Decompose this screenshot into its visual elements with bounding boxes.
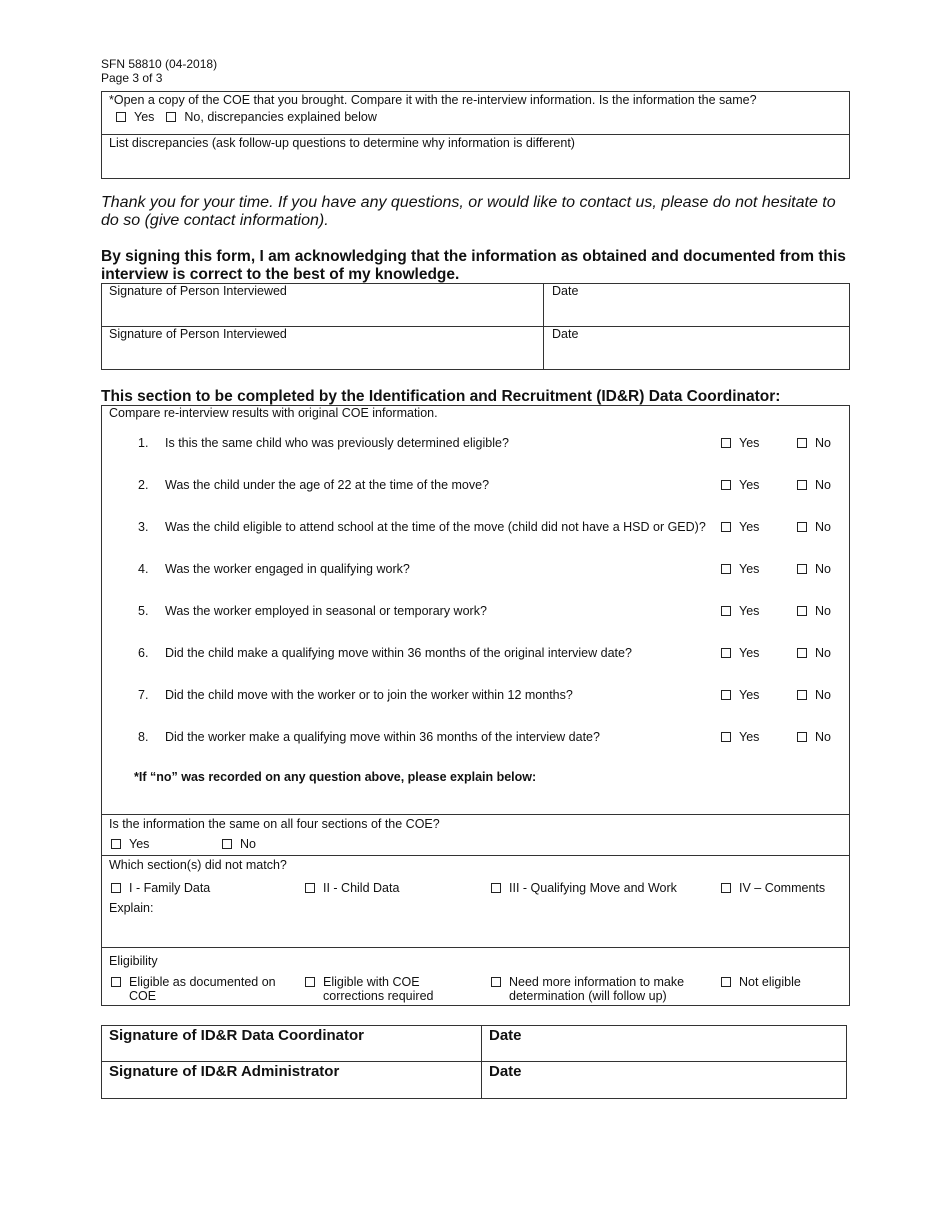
question-yes-label: Yes (739, 730, 760, 744)
question-yes-label: Yes (739, 646, 760, 660)
question-no-label: No (815, 730, 831, 744)
question-text: Was the worker engaged in qualifying work? (165, 562, 410, 576)
question-yes-option (721, 646, 759, 660)
question-no-label: No (815, 520, 831, 534)
signature-person-2-label: Signature of Person Interviewed (109, 327, 287, 341)
question-yes-option (721, 520, 759, 534)
question-no-option (797, 478, 831, 492)
eligible-corrections-label-2: corrections required (323, 989, 434, 1003)
question-text: Did the child make a qualifying move within 36 months of the original interview date? (165, 646, 632, 660)
question-yes-label: Yes (739, 436, 760, 450)
section-move-work-checkbox[interactable] (491, 883, 501, 893)
question-yes-label: Yes (739, 604, 760, 618)
explain-label: Explain: (109, 901, 154, 915)
form-id: SFN 58810 (04-2018) (101, 57, 218, 71)
section-move-work-label: III - Qualifying Move and Work (509, 881, 677, 895)
same-info-yes-checkbox[interactable] (111, 839, 121, 849)
section-child-checkbox[interactable] (305, 883, 315, 893)
question-no-option (797, 730, 831, 744)
eligibility-label: Eligibility (109, 954, 158, 968)
not-eligible-checkbox[interactable] (721, 977, 731, 987)
question-number: 8. (138, 730, 149, 744)
question-yes-option (721, 562, 759, 576)
question-number: 7. (138, 688, 149, 702)
question-no-option (797, 646, 831, 660)
signature-date-2-label: Date (552, 327, 579, 341)
administrator-date-field[interactable] (483, 1081, 846, 1098)
question-number: 2. (138, 478, 149, 492)
coordinator-heading: This section to be completed by the Identification and Recruitment (ID&R) Data Coordinator: (101, 388, 781, 405)
signature-date-2-field[interactable] (545, 343, 849, 369)
question-2-yes-checkbox[interactable] (721, 480, 731, 490)
question-no-option (797, 562, 831, 576)
eligible-documented-checkbox[interactable] (111, 977, 121, 987)
thank-you-text: Thank you for your time. If you have any questions, or would like to contact us, please do not hesitate to do so (give contact information). (101, 194, 836, 229)
question-yes-label: Yes (739, 688, 760, 702)
discrepancies-label: List discrepancies (ask follow-up questions to determine why information is different) (109, 136, 575, 150)
signature-date-1-label: Date (552, 284, 579, 298)
eligible-corrections-checkbox[interactable] (305, 977, 315, 987)
question-yes-label: Yes (739, 478, 760, 492)
coe-same-yes-checkbox[interactable] (116, 112, 126, 122)
question-no-option (797, 688, 831, 702)
coe-same-yes-label: Yes (134, 110, 155, 124)
same-info-no-label: No (240, 837, 256, 851)
question-no-label: No (815, 646, 831, 660)
question-number: 6. (138, 646, 149, 660)
question-1-yes-checkbox[interactable] (721, 438, 731, 448)
question-yes-option (721, 436, 759, 450)
coe-same-no-label: No, discrepancies explained below (184, 110, 377, 124)
need-more-info-label-2: determination (will follow up) (509, 989, 667, 1003)
administrator-signature-field[interactable] (102, 1081, 480, 1098)
explain-field[interactable] (160, 900, 848, 944)
coe-same-no-checkbox[interactable] (166, 112, 176, 122)
question-3-yes-checkbox[interactable] (721, 522, 731, 532)
administrator-signature-label: Signature of ID&R Administrator (109, 1063, 340, 1080)
question-4-yes-checkbox[interactable] (721, 564, 731, 574)
question-2-no-checkbox[interactable] (797, 480, 807, 490)
question-7-yes-checkbox[interactable] (721, 690, 731, 700)
question-yes-label: Yes (739, 520, 760, 534)
question-no-option (797, 436, 831, 450)
question-text: Is this the same child who was previously determined eligible? (165, 436, 509, 450)
coordinator-date-label: Date (489, 1027, 522, 1044)
question-text: Did the worker make a qualifying move within 36 months of the interview date? (165, 730, 600, 744)
same-info-yes-label: Yes (129, 837, 150, 851)
question-no-option (797, 604, 831, 618)
question-yes-option (721, 688, 759, 702)
discrepancies-field[interactable] (102, 150, 849, 178)
question-5-no-checkbox[interactable] (797, 606, 807, 616)
explain-note: *If “no” was recorded on any question above, please explain below: (134, 770, 537, 784)
question-no-label: No (815, 562, 831, 576)
question-no-label: No (815, 688, 831, 702)
question-5-yes-checkbox[interactable] (721, 606, 731, 616)
section-comments-checkbox[interactable] (721, 883, 731, 893)
coordinator-signature-field[interactable] (102, 1045, 480, 1060)
signature-date-1-field[interactable] (545, 300, 849, 325)
page-number: Page 3 of 3 (101, 71, 163, 85)
question-number: 4. (138, 562, 149, 576)
question-7-no-checkbox[interactable] (797, 690, 807, 700)
section-child-label: II - Child Data (323, 881, 400, 895)
eligible-corrections-label-1: Eligible with COE (323, 975, 420, 989)
not-eligible-label: Not eligible (739, 975, 801, 989)
question-1-no-checkbox[interactable] (797, 438, 807, 448)
question-text: Was the worker employed in seasonal or temporary work? (165, 604, 487, 618)
section-family-checkbox[interactable] (111, 883, 121, 893)
mismatch-question: Which section(s) did not match? (109, 858, 287, 872)
acknowledge-text: By signing this form, I am acknowledging that the information as obtained and documented from this interview is correct to the best of my knowledge. (101, 248, 846, 283)
question-text: Was the child under the age of 22 at the time of the move? (165, 478, 490, 492)
question-6-no-checkbox[interactable] (797, 648, 807, 658)
coe-compare-question: *Open a copy of the COE that you brought. Compare it with the re-interview information. Is the information the same? (109, 93, 757, 107)
coordinator-intro: Compare re-interview results with original COE information. (109, 406, 438, 420)
section-family-label: I - Family Data (129, 881, 211, 895)
question-yes-option (721, 478, 759, 492)
question-number: 3. (138, 520, 149, 534)
same-info-question: Is the information the same on all four sections of the COE? (109, 817, 440, 831)
question-3-no-checkbox[interactable] (797, 522, 807, 532)
question-6-yes-checkbox[interactable] (721, 648, 731, 658)
section-comments-label: IV – Comments (739, 881, 826, 895)
coordinator-signature-label: Signature of ID&R Data Coordinator (109, 1027, 365, 1044)
question-8-yes-checkbox[interactable] (721, 732, 731, 742)
question-yes-label: Yes (739, 562, 760, 576)
question-4-no-checkbox[interactable] (797, 564, 807, 574)
question-no-label: No (815, 478, 831, 492)
eligible-documented-label-1: Eligible as documented on (129, 975, 276, 989)
signature-person-1-field[interactable] (102, 300, 542, 325)
question-8-no-checkbox[interactable] (797, 732, 807, 742)
need-more-info-label-1: Need more information to make (509, 975, 685, 989)
question-no-label: No (815, 436, 831, 450)
question-text: Was the child eligible to attend school at the time of the move (child did not have a HSD or GED)? (165, 520, 706, 534)
question-no-option (797, 520, 831, 534)
coordinator-date-field[interactable] (483, 1045, 846, 1060)
question-text: Did the child move with the worker or to join the worker within 12 months? (165, 688, 573, 702)
question-no-label: No (815, 604, 831, 618)
same-info-no-checkbox[interactable] (222, 839, 232, 849)
signature-person-1-label: Signature of Person Interviewed (109, 284, 287, 298)
eligible-documented-label-2: COE (129, 989, 157, 1003)
need-more-info-checkbox[interactable] (491, 977, 501, 987)
administrator-date-label: Date (489, 1063, 522, 1080)
question-yes-option (721, 604, 759, 618)
signature-person-2-field[interactable] (102, 343, 542, 369)
question-yes-option (721, 730, 759, 744)
question-number: 5. (138, 604, 149, 618)
question-number: 1. (138, 436, 149, 450)
